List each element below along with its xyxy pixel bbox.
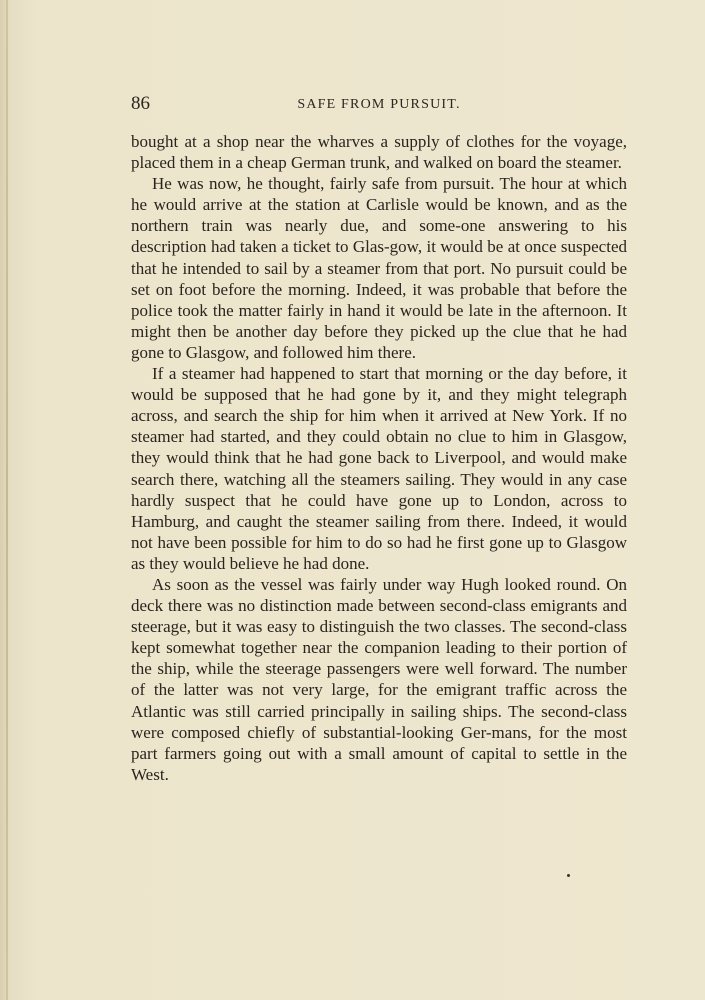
paragraph-continuation: bought at a shop near the wharves a supply of clothes for the voyage, placed them in a cheap German trunk, and walked on board the steamer. <box>131 132 627 173</box>
ink-speck <box>567 874 570 877</box>
body-text <box>131 131 627 785</box>
paragraph: If a steamer had happened to start that morning or the day before, it would be supposed that he had gone by it, and they might telegraph across, and search the ship for him when it arrived at New York. If no steamer had started, and they could obtain no clue to him in Glasgow, they would think that he had gone back to Liverpool, and would make search there, watching all the steamers sailing. They would in any case hardly suspect that he could have gone up to London, across to Hamburg, and caught the steamer sailing from there. Indeed, it would not have been possible for him to do so had he first gone up to Glasgow as they would believe he had done. <box>131 364 627 573</box>
paragraph: As soon as the vessel was fairly under way Hugh looked round. On deck there was no distinction made between second-class emigrants and steerage, but it was easy to distinguish the two classes. The second-class kept somewhat together near the companion leading to their portion of the ship, while the steerage passengers were well forward. The number of the latter was not very large, for the emigrant traffic across the Atlantic was still carried principally in sailing ships. The second-class were composed chiefly of substantial-looking Ger-mans, for the most part farmers going out with a small amount of capital to settle in the West. <box>131 574 627 784</box>
page-header <box>131 92 627 116</box>
page-number: 86 <box>131 93 150 114</box>
paragraph: He was now, he thought, fairly safe from pursuit. The hour at which he would arrive at the station at Carlisle would be known, and as the northern train was nearly due, and some-one answering to his description had taken a ticket to Glas-gow, it would be at once suspected that he intended to sail by a steamer from that port. No pursuit could be set on foot before the morning. Indeed, it was probable that before the police took the matter fairly in hand it would be late in the afternoon. It might then be another day before they picked up the clue that he had gone to Glasgow, and followed him there. <box>131 174 627 362</box>
page-gutter-shadow <box>6 0 8 1000</box>
running-head: SAFE FROM PURSUIT. <box>297 97 461 112</box>
